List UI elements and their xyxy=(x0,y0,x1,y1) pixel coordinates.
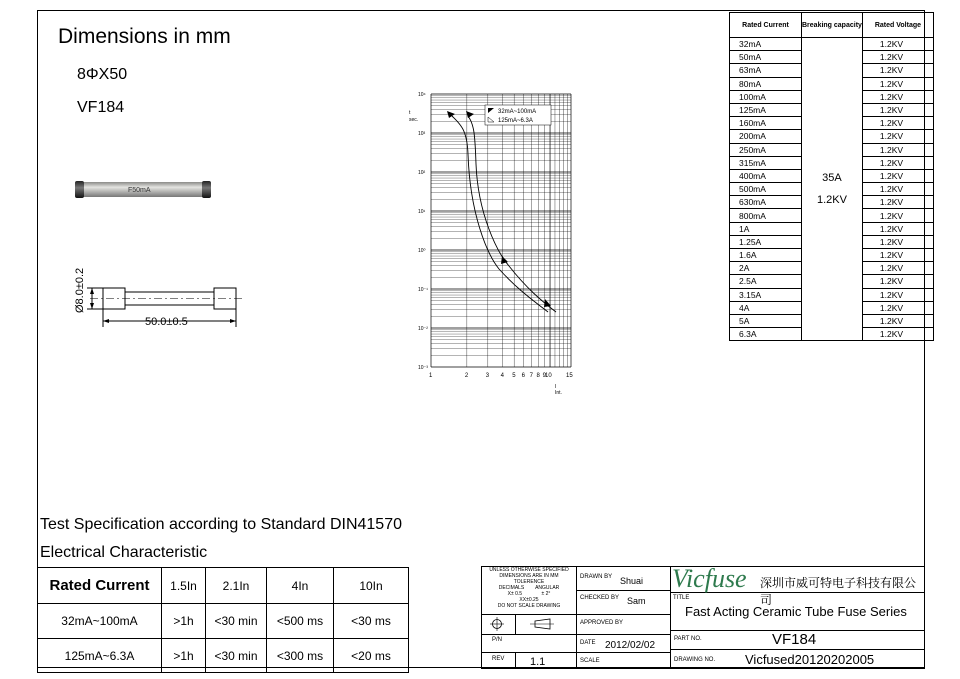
drawn-by: Shuai xyxy=(620,576,644,586)
rating-table xyxy=(729,12,934,341)
rating-row: 160mA 1.2KV xyxy=(730,117,934,130)
rating-header-voltage: Rated Voltage xyxy=(862,13,933,38)
y-tick-label: 10¹ xyxy=(418,209,426,215)
rating-row: 500mA 1.2KV xyxy=(730,183,934,196)
page-title: Dimensions in mm xyxy=(58,25,231,48)
y-tick-label: 10⁴ xyxy=(418,92,426,98)
char-row: 125mA~6.3A >1h <30 min <300 ms <20 ms xyxy=(38,639,409,673)
diameter-dimension: Ø8.0±0.2 xyxy=(74,267,86,313)
rating-header-current: Rated Current xyxy=(730,13,802,38)
y-tick-label: 10⁰ xyxy=(418,248,426,254)
x-axis-unit: I xyxy=(555,384,557,390)
company-name: 深圳市威可特电子科技有限公司 xyxy=(760,576,917,607)
y-axis-unit: t xyxy=(409,110,411,116)
drawing-title: Fast Acting Ceramic Tube Fuse Series xyxy=(685,604,907,619)
x-tick-label: 2 xyxy=(464,373,469,379)
rating-row: 315mA 1.2KV xyxy=(730,156,934,169)
x-tick-label: 15 xyxy=(566,373,573,379)
brand-logo: Vicfuse xyxy=(672,564,747,593)
rating-row: 800mA 1.2KV xyxy=(730,209,934,222)
rating-row: 2A 1.2KV xyxy=(730,262,934,275)
x-tick-label: 4 xyxy=(500,373,505,379)
electrical-title: Electrical Characteristic xyxy=(40,544,208,561)
y-tick-label: 10⁻¹ xyxy=(418,287,428,293)
tolerance-notes: UNLESS OTHERWISE SPECIFIED DIMENSIONS ARE IN MM TOLERENCE DECIMALS ANGULAR X± 0.5 ± 2° XX±0.25 DO NOT SCALE DRAWING xyxy=(489,567,569,609)
rating-row: 50mA 1.2KV xyxy=(730,51,934,64)
svg-text:Int.: Int. xyxy=(555,390,562,396)
char-header-current: Rated Current xyxy=(38,568,162,604)
rating-row: 1.6A 1.2KV xyxy=(730,249,934,262)
rating-row: 630mA 1.2KV xyxy=(730,196,934,209)
rating-row: 63mA 1.2KV xyxy=(730,64,934,77)
rating-row: 200mA 1.2KV xyxy=(730,130,934,143)
char-row: 32mA~100mA >1h <30 min <500 ms <30 ms xyxy=(38,604,409,639)
char-header-3: 4In xyxy=(267,568,334,604)
y-tick-label: 10² xyxy=(418,170,426,176)
x-tick-label: 7 xyxy=(529,373,533,379)
curve-32ma-100ma xyxy=(452,116,548,312)
rating-row: 125mA 1.2KV xyxy=(730,103,934,116)
rating-row: 100mA 1.2KV xyxy=(730,90,934,103)
revision: 1.1 xyxy=(530,656,546,668)
x-tick-label: 3 xyxy=(485,373,490,379)
legend-item-1: 32mA~100mA xyxy=(498,109,537,115)
x-tick-label: 5 xyxy=(512,373,516,379)
x-tick-label: 6 xyxy=(521,373,525,379)
legend-item-2: 125mA~6.3A xyxy=(498,118,533,124)
title-block: UNLESS OTHERWISE SPECIFIED DIMENSIONS ARE IN MM TOLERENCE DECIMALS ANGULAR X± 0.5 ± 2° XX±0.25 DO NOT SCALE DRAWING P/N REV 1.1 DRAWN BY Shuai CHECKED BY Sam APPROVED BY DATE 2012/02/02 SCALE Vicfuse 深圳市威可特电子科技有限公司 TITLE Fast Acting Ceramic Tube Fuse Series PART NO. VF184 DRAWING NO. Vicfused20120202005 xyxy=(481,566,925,669)
fuse-size: 8ΦX50 xyxy=(77,66,128,83)
rating-row: 1A 1.2KV xyxy=(730,222,934,235)
rating-row: 400mA 1.2KV xyxy=(730,169,934,182)
rating-row: 80mA 1.2KV xyxy=(730,77,934,90)
char-header-1: 1.5In xyxy=(162,568,206,604)
x-tick-label: 9 xyxy=(542,373,546,379)
rating-row: 6.3A 1.2KV xyxy=(730,328,934,341)
spec-title: Test Specification according to Standard DIN41570 xyxy=(40,516,402,533)
breaking-capacity: 35A 1.2KV xyxy=(802,38,863,341)
x-tick-label: 10 xyxy=(545,373,552,379)
x-tick-label: 8 xyxy=(536,373,540,379)
rating-header-breaking: Breaking capacity xyxy=(802,13,863,38)
dimension-drawing xyxy=(70,255,250,330)
fuse-marking: F50mA xyxy=(128,187,151,194)
fuse-photo xyxy=(70,176,215,202)
projection-symbol xyxy=(488,617,570,631)
part-number: VF184 xyxy=(772,631,817,648)
date: 2012/02/02 xyxy=(605,640,656,651)
rating-row: 250mA 1.2KV xyxy=(730,143,934,156)
rating-row: 1.25A 1.2KV xyxy=(730,235,934,248)
characteristic-table xyxy=(37,567,409,673)
x-tick-label: 1 xyxy=(429,373,433,379)
char-header-2: 2.1In xyxy=(206,568,267,604)
fuse-model: VF184 xyxy=(77,99,125,116)
char-header-4: 10In xyxy=(334,568,409,604)
drawing-number: Vicfused20120202005 xyxy=(745,652,875,667)
svg-text:sec.: sec. xyxy=(409,117,419,123)
y-tick-label: 10⁻³ xyxy=(418,365,428,371)
rating-row: 3.15A 1.2KV xyxy=(730,288,934,301)
length-dimension: 50.0±0.5 xyxy=(145,316,188,328)
y-tick-label: 10³ xyxy=(418,131,426,137)
rating-row: 5A 1.2KV xyxy=(730,314,934,327)
checked-by: Sam xyxy=(627,596,646,606)
time-current-chart xyxy=(405,84,585,399)
rating-row: 2.5A 1.2KV xyxy=(730,275,934,288)
rating-row: 4A 1.2KV xyxy=(730,301,934,314)
rating-row: 32mA 35A 1.2KV 1.2KV xyxy=(730,38,934,51)
y-tick-label: 10⁻² xyxy=(418,326,428,332)
